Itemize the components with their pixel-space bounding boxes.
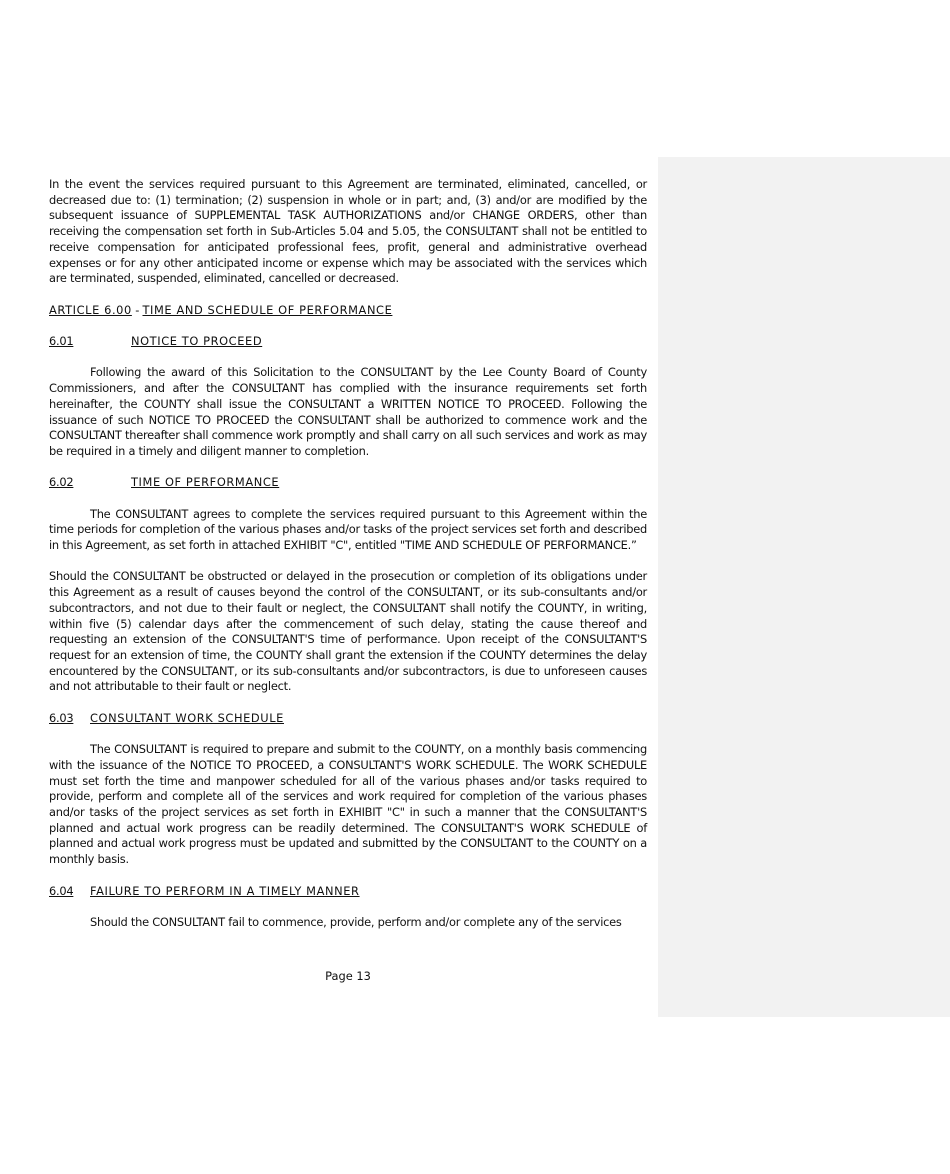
section-paragraph: Should the CONSULTANT be obstructed or delayed in the prosecution or completion of its obligations under this Agreement as a result of causes beyond the control of the CONSULTANT, or its sub-consultants and/or subcontractors, and not due to their fault or neglect, the CONSULTANT shall notify the COUNTY, in writing, within five (5) calendar days after the commencement of such delay, stating the cause thereof and requesting an extension of the CONSULTANT'S time of performance. Upon receipt of the CONSULTANT'S request for an extension of time, the COUNTY shall grant the extension if the COUNTY determines the delay encountered by the CONSULTANT, or its sub-consultants and/or subcontractors, is due to unforeseen causes and not attributable to their fault or neglect. [49,569,647,694]
section-number: 6.01 [49,334,74,348]
page-number: Page 13 [325,969,371,983]
article-title: TIME AND SCHEDULE OF PERFORMANCE [142,302,393,317]
article-heading [49,303,647,319]
article-separator: - [131,302,143,317]
section-paragraph: Should the CONSULTANT fail to commence, provide, perform and/or complete any of the services [90,914,622,929]
comment-pane [658,157,950,1017]
section-title: NOTICE TO PROCEED [131,334,263,348]
section-heading-6-02 [49,475,647,491]
section-number: 6.04 [49,883,74,898]
section-paragraph: Following the award of this Solicitation to the CONSULTANT by the Lee County Board of County Commissioners, and after the CONSULTANT has complied with the insurance requirements set forth hereinafter, the COUNTY shall issue the CONSULTANT a WRITTEN NOTICE TO PROCEED. Following the issuance of such NOTICE TO PROCEED the CONSULTANT shall be authorized to commence work and the CONSULTANT thereafter shall commence work promptly and shall carry on all such services and work as may be required in a timely and diligent manner to completion. [49,365,647,458]
section-heading-6-01 [49,334,647,350]
section-title: FAILURE TO PERFORM IN A TIMELY MANNER [90,883,360,898]
document-body [49,177,647,946]
section-number: 6.03 [49,710,74,725]
section-number: 6.02 [49,475,74,490]
intro-paragraph: In the event the services required pursuant to this Agreement are terminated, eliminated, cancelled, or decreased due to: (1) termination; (2) suspension in whole or in part; and, (3) and/or are modified by the subsequent issuance of SUPPLEMENTAL TASK AUTHORIZATIONS and/or CHANGE ORDERS, other than receiving the compensation set forth in Sub-Articles 5.04 and 5.05, the CONSULTANT shall not be entitled to receive compensation for anticipated professional fees, profit, general and administrative overhead expenses or for any other anticipated income or expense which may be associated with the services which are terminated, suspended, eliminated, cancelled or decreased. [49,177,647,286]
section-heading-6-04 [49,884,647,900]
section-paragraph: The CONSULTANT agrees to complete the services required pursuant to this Agreement within the time periods for completion of the various phases and/or tasks of the project services set forth and described in this Agreement, as set forth in attached EXHIBIT "C", entitled "TIME AND SCHEDULE OF PERFORMANCE.” [49,506,647,553]
section-paragraph: The CONSULTANT is required to prepare and submit to the COUNTY, on a monthly basis commencing with the issuance of the NOTICE TO PROCEED, a CONSULTANT'S WORK SCHEDULE. The WORK SCHEDULE must set forth the time and manpower scheduled for all of the various phases and/or tasks required to provide, perform and complete all of the services and work required for completion of the various phases and/or tasks of the project services as set forth in EXHIBIT "C" in such a manner that the CONSULTANT'S planned and actual work progress can be readily determined. The CONSULTANT'S WORK SCHEDULE of planned and actual work progress must be updated and submitted by the CONSULTANT to the COUNTY on a monthly basis. [49,742,647,867]
section-heading-6-03 [49,711,647,727]
section-title: TIME OF PERFORMANCE [131,475,280,490]
section-title: CONSULTANT WORK SCHEDULE [90,710,284,725]
article-number: ARTICLE 6.00 [49,302,132,317]
